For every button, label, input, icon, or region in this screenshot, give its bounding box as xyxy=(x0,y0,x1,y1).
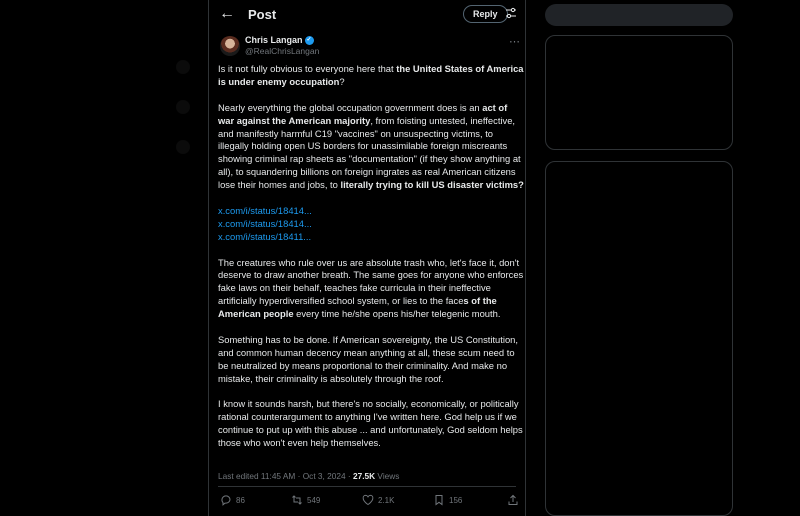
post-actions xyxy=(209,494,527,512)
bookmark-icon xyxy=(433,494,445,506)
page-title: Post xyxy=(248,7,277,22)
search-input[interactable] xyxy=(545,4,733,26)
repost-action[interactable] xyxy=(291,494,320,506)
post-paragraph: The creatures who rule over us are absolute trash who, let's face it, don't deserve to draw another breath. The same goes for anyone who enforces fake laws on their behalf, teaches fake curricula in their ineffective artificially hyperdiversified school system, or lies to the faces of the American people every time he/she opens his/her telegenic mouth. xyxy=(218,256,524,320)
post-detail-column xyxy=(208,0,526,516)
left-navigation-rail xyxy=(0,0,208,516)
nav-icon[interactable] xyxy=(176,60,190,74)
post-author xyxy=(209,33,525,63)
author-handle[interactable]: @RealChrisLangan xyxy=(245,46,320,56)
author-name[interactable] xyxy=(245,35,314,45)
right-sidebar xyxy=(545,0,735,516)
reply-count: 86 xyxy=(236,495,245,505)
post-header xyxy=(209,0,525,30)
reply-action[interactable] xyxy=(220,494,245,506)
views-label: Views xyxy=(375,471,400,481)
adjust-settings-icon[interactable] xyxy=(505,7,517,19)
edited-timestamp[interactable]: Last edited 11:45 AM · Oct 3, 2024 · xyxy=(218,471,353,481)
post-body xyxy=(218,63,524,463)
post-paragraph: I know it sounds harsh, but there's no socially, economically, or politically rational counterargument to anything I've written here. God help us if we continue to put up with this abuse ... and unfortunately, God seldom helps those who won't even help themselves. xyxy=(218,398,523,449)
like-count: 2.1K xyxy=(378,495,395,505)
reply-button[interactable]: Reply xyxy=(463,5,508,23)
repost-icon xyxy=(291,494,303,506)
heart-icon xyxy=(362,494,374,506)
status-link[interactable]: x.com/i/status/18414... xyxy=(218,204,312,216)
sidebar-card xyxy=(545,35,733,150)
reply-icon xyxy=(220,494,232,506)
status-link[interactable]: x.com/i/status/18414... xyxy=(218,217,312,229)
back-arrow-icon[interactable]: ← xyxy=(219,5,235,22)
verified-badge-icon: ✓ xyxy=(306,37,312,44)
post-links xyxy=(218,205,524,244)
avatar[interactable] xyxy=(220,36,240,56)
author-name-text: Chris Langan xyxy=(245,35,303,45)
sidebar-card xyxy=(545,161,733,516)
bookmark-action[interactable] xyxy=(433,494,462,506)
post-paragraph: Is it not fully obvious to everyone here that the United States of America is under enemy occupation? xyxy=(218,63,524,87)
views-count: 27.5K xyxy=(352,471,376,481)
divider xyxy=(218,486,516,487)
more-options-icon[interactable]: ⋯ xyxy=(509,36,520,48)
nav-icon[interactable] xyxy=(176,100,190,114)
like-action[interactable] xyxy=(362,494,394,506)
post-paragraph: Something has to be done. If American sovereignty, the US Constitution, and common human decency mean anything at all, these scum need to be neutralized by means proportional to their criminality. And make no mistake, their criminality is absolutely through the roof. xyxy=(218,333,518,384)
bookmark-count: 156 xyxy=(449,495,463,505)
status-link[interactable]: x.com/i/status/18411... xyxy=(218,230,312,242)
nav-icon[interactable] xyxy=(176,140,190,154)
share-icon xyxy=(507,494,519,506)
share-action[interactable] xyxy=(507,494,519,506)
repost-count: 549 xyxy=(307,495,321,505)
post-paragraph: Nearly everything the global occupation government does is an act of war against the American majority, from foisting untested, ineffective, and manifestly harmful C19 "vaccines" on unsuspecting victims, to illegally holding open US borders for unassimilable foreign miscreants showing criminal rap sheets as "documentation" (if they show anything at all), to squandering billions on foreign ingrates as real American citizens lose their homes and jobs, to literally trying to kill US disaster victims? xyxy=(218,101,524,191)
post-metadata xyxy=(218,471,399,481)
